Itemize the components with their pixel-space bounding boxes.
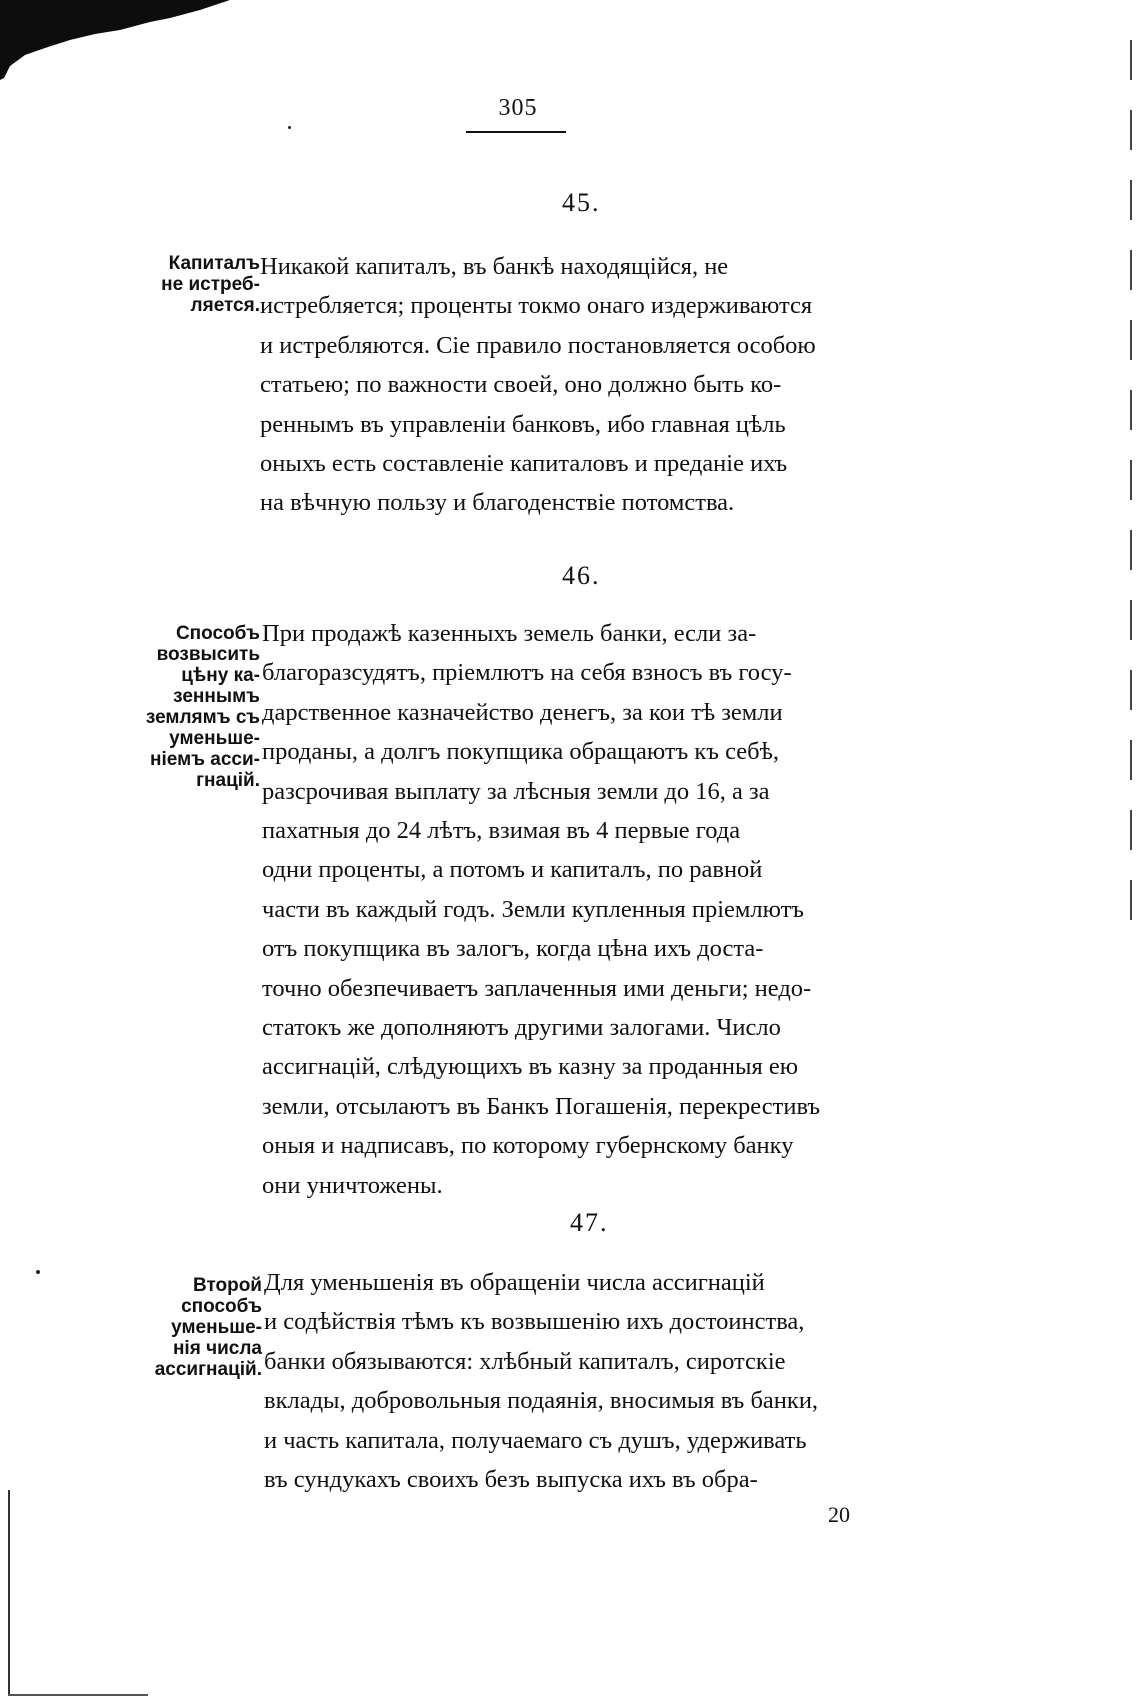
- section-number-47: 47.: [570, 1208, 609, 1237]
- scan-edge-right: [1130, 40, 1132, 940]
- scan-edge-left: [8, 1490, 10, 1695]
- scan-dot: [36, 1270, 40, 1274]
- scan-dot: [288, 126, 291, 129]
- section-text-46: При продажѣ казенныхъ земель банки, если за- благоразсудятъ, пріемлютъ на себя взносъ въ госу- дарственное казначейство денегъ, за кои тѣ земли проданы, а долгъ покупщика обращаютъ къ себѣ, разсрочивая выплату за лѣсныя земли до 16, а за пахатныя до 24 лѣтъ, взимая въ 4 первые года одни проценты, а потомъ и капиталъ, по равной части въ каждый годъ. Земли купленныя пріемлютъ отъ покупщика въ залогъ, когда цѣна ихъ доста- точно обезпечиваетъ заплаченныя ими деньги; недо- статокъ же дополняютъ другими залогами. Число ассигнацій, слѣдующихъ въ казну за проданныя ею земли, отсылаютъ въ Банкъ Погашенія, перекрестивъ оныя и надписавъ, по которому губернскому банку они уничтожены.: [262, 620, 821, 1199]
- page-number: 305: [498, 95, 538, 121]
- margin-note-47: Второй способъ уменьше- нія числа ассигнацій.: [154, 1275, 262, 1380]
- section-text-45: Никакой капиталъ, въ банкѣ находящійся, не истребляется; проценты токмо онаго издерживаются и истребляются. Сіе правило постановляется особою статьею; по важности своей, оно должно быть ко- реннымъ въ управленіи банковъ, ибо главная цѣль оныхъ есть составленіе капиталовъ и преданіе ихъ на вѣчную пользу и благоденствіе потомства.: [260, 253, 816, 517]
- margin-note-46: Способъ возвысить цѣну ка- зеннымъ землямъ съ уменьше- ніемъ асси- гнацій.: [145, 623, 260, 791]
- page-number-rule: [466, 131, 566, 133]
- section-number-46: 46.: [562, 561, 601, 590]
- printer-signature-mark: 20: [828, 1502, 850, 1527]
- section-text-47: Для уменьшенія въ обращеніи числа ассигнацій и содѣйствія тѣмъ къ возвышенію ихъ достоинства, банки обязываются: хлѣбный капиталъ, сиротскіе вклады, добровольныя подаянія, вносимыя въ банки, и часть капитала, получаемаго съ душъ, удерживать въ сундукахъ своихъ безъ выпуска ихъ въ обра-: [264, 1269, 819, 1494]
- margin-note-45: Капиталъ не истреб- ляется.: [161, 253, 260, 316]
- scan-corner-artifact: [0, 0, 230, 80]
- section-number-45: 45.: [562, 188, 601, 217]
- scan-edge-bottom: [8, 1694, 148, 1696]
